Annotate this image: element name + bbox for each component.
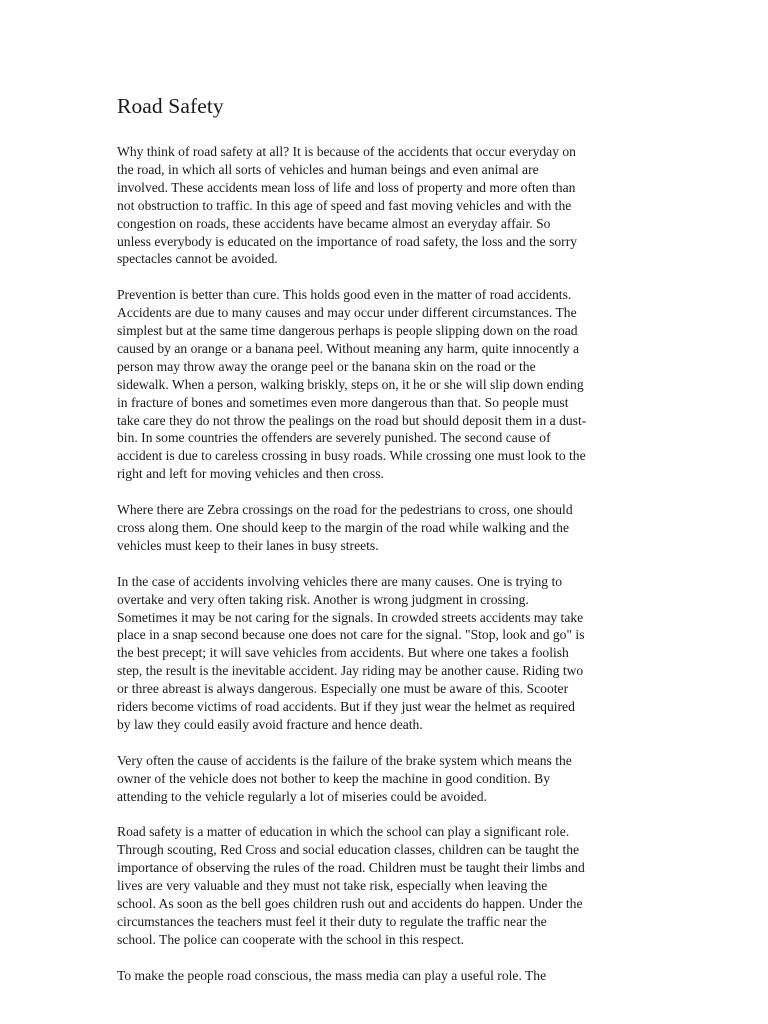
paragraph xyxy=(117,143,652,268)
paragraph-line: Why think of road safety at all? It is because of the accidents that occur everyday on xyxy=(117,144,576,159)
paragraph-line: the road, in which all sorts of vehicles and human beings and even animal are xyxy=(117,161,539,177)
paragraph-line: attending to the vehicle regularly a lot of miseries could be avoided. xyxy=(117,788,487,804)
paragraph-line: take care they do not throw the pealings on the road but should deposit them in a dust- xyxy=(117,412,587,428)
paragraph-line: place in a snap second because one does not care for the signal. "Stop, look and go" is xyxy=(117,627,585,643)
paragraph-line: accident is due to careless crossing in busy roads. While crossing one must look to the xyxy=(117,448,586,464)
paragraph-line: vehicles must keep to their lanes in busy streets. xyxy=(117,537,379,553)
paragraph-line: Through scouting, Red Cross and social education classes, children can be taught the xyxy=(117,842,580,858)
paragraph xyxy=(117,823,652,948)
paragraph-line: school. As soon as the bell goes children rush out and accidents do happen. Under the xyxy=(117,895,583,911)
paragraph-line: lives are very valuable and they must not take risk, especially when leaving the xyxy=(117,878,548,894)
paragraph-line: importance of observing the rules of the road. Children must be taught their limbs and xyxy=(117,860,585,876)
paragraph-line: Road safety is a matter of education in which the school can play a significant role. xyxy=(117,824,570,840)
document-body xyxy=(117,143,652,985)
paragraph xyxy=(117,967,652,985)
paragraph-line: To make the people road conscious, the mass media can play a useful role. The xyxy=(117,967,547,983)
paragraph-line: right and left for moving vehicles and then cross. xyxy=(117,466,384,482)
paragraph-line: in fracture of bones and sometimes even more dangerous than that. So people must xyxy=(117,394,569,410)
paragraph-line: unless everybody is educated on the importance of road safety, the loss and the sorry xyxy=(117,233,578,249)
paragraph-line: Sometimes it may be not caring for the signals. In crowded streets accidents may take xyxy=(117,609,584,625)
paragraph-line: Prevention is better than cure. This holds good even in the matter of road accidents. xyxy=(117,287,572,303)
paragraph xyxy=(117,286,652,483)
paragraph-line: owner of the vehicle does not bother to keep the machine in good condition. By xyxy=(117,770,551,786)
page-title: Road Safety xyxy=(117,94,224,118)
paragraph-line: involved. These accidents mean loss of life and loss of property and more often than xyxy=(117,179,576,195)
paragraph-line: Where there are Zebra crossings on the road for the pedestrians to cross, one should xyxy=(117,502,573,518)
paragraph-line: by law they could easily avoid fracture and hence death. xyxy=(117,716,423,732)
paragraph-line: riders become victims of road accidents. But if they just wear the helmet as required xyxy=(117,699,575,715)
paragraph-line: simplest but at the same time dangerous perhaps is people slipping down on the road xyxy=(117,323,578,339)
paragraph-line: not obstruction to traffic. In this age of speed and fast moving vehicles and with the xyxy=(117,197,572,213)
paragraph-line: spectacles cannot be avoided. xyxy=(117,251,278,267)
paragraph-line: In the case of accidents involving vehicles there are many causes. One is trying to xyxy=(117,573,563,589)
paragraph-line: overtake and very often taking risk. Another is wrong judgment in crossing. xyxy=(117,591,529,607)
paragraph xyxy=(117,752,652,806)
paragraph-line: person may throw away the orange peel or the banana skin on the road or the xyxy=(117,358,536,374)
paragraph-line: bin. In some countries the offenders are severely punished. The second cause of xyxy=(117,430,551,446)
paragraph-line: congestion on roads, these accidents have became almost an everyday affair. So xyxy=(117,215,551,231)
paragraph-line: sidewalk. When a person, walking briskly, steps on, it he or she will slip down ending xyxy=(117,376,584,392)
paragraph-line: school. The police can cooperate with the school in this respect. xyxy=(117,931,465,947)
paragraph-line: circumstances the teachers must feel it their duty to regulate the traffic near the xyxy=(117,913,547,929)
paragraph-line: the best precept; it will save vehicles from accidents. But where one takes a foolish xyxy=(117,645,569,661)
paragraph-line: step, the result is the inevitable accident. Jay riding may be another cause. Riding two xyxy=(117,663,584,679)
paragraph-line: cross along them. One should keep to the margin of the road while walking and the xyxy=(117,520,570,535)
paragraph-line: Accidents are due to many causes and may occur under different circumstances. The xyxy=(117,305,577,321)
paragraph-line: Very often the cause of accidents is the failure of the brake system which means the xyxy=(117,752,572,768)
document-page xyxy=(117,92,652,1002)
paragraph-line: or three abreast is always dangerous. Especially one must be aware of this. Scooter xyxy=(117,681,569,697)
paragraph xyxy=(117,573,652,734)
paragraph xyxy=(117,501,652,555)
paragraph-line: caused by an orange or a banana peel. Without meaning any harm, quite innocently a xyxy=(117,340,579,356)
